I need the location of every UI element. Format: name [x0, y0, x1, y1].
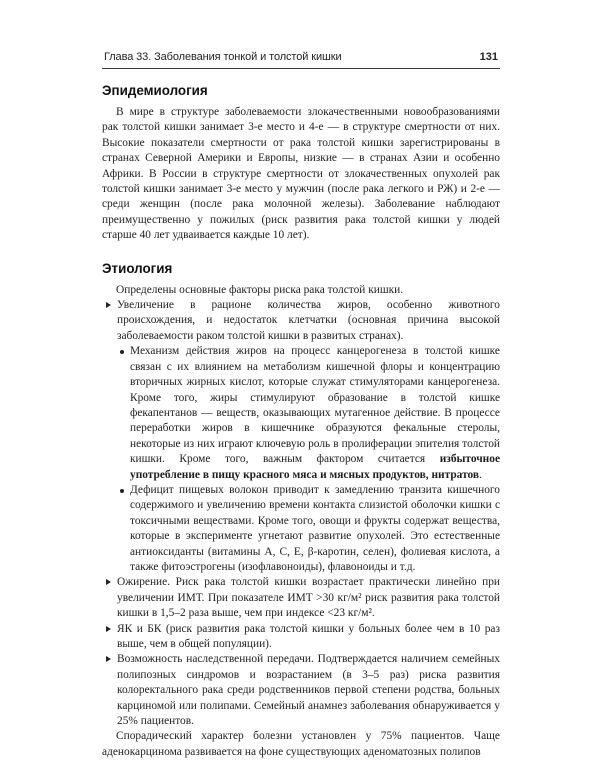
dot-bullet-icon — [120, 350, 124, 354]
fat-factor-text: Увеличение в рационе количества жиров, особенно животного происхождения, и недостаток клетчатки (основная причина высокой заболеваемости раком толстой кишки в развитых странах). — [117, 299, 500, 342]
sublist-item-fiber — [117, 483, 500, 575]
mechanism-text: Механизм действия жиров на процесс канцерогенеза в толстой кишке связан с их влиянием на метаболизм кишечной флоры и концентрацию вторичных жирных кислот, которые служат стимуляторами канцерогенеза. Кроме того, жиры стимулируют образование в толстой кишке фекапентанов — веществ, оказывающих мутагенное действие. В процессе переработки жиров в кишечнике образуются фекальные стеролы, некоторые из них играют ключевую роль в пролиферации эпителия толстой кишки. Кроме того, важным фактором считается — [130, 345, 500, 466]
triangle-bullet-icon — [106, 579, 111, 585]
list-item-ibd — [102, 622, 500, 653]
heredity-text: Возможность наследственной передачи. Подтверждается наличием семейных полипозных синдромов и возрастанием (в 3–5 раз) риска развития колоректального рака среди родственников первой степени родства, больных карциномой или полипами. Семейный анамнез заболевания обнаруживается у 25% пациентов. — [117, 653, 500, 728]
triangle-bullet-icon — [106, 626, 111, 632]
list-item-heredity — [102, 652, 500, 729]
triangle-bullet-icon — [106, 656, 111, 662]
list-item-fat — [102, 298, 500, 575]
page-content — [102, 83, 500, 760]
fiber-text: Дефицит пищевых волокон приводит к замедлению транзита кишечного содержимого и увеличению времени контакта слизистой оболочки кишки с токсичными веществами. Кроме того, овощи и фрукты содержат вещества, которые в эксперименте угнетают развитие опухолей. Это естественные антиоксиданты (витамины А, С, Е, β-каротин, селен), фолиевая кислота, а также фитоэстрогены (изофлавоноиды), флавоноиды и т.д. — [130, 483, 500, 573]
chapter-title: Глава 33. Заболевания тонкой и толстой кишки — [104, 51, 342, 63]
triangle-bullet-icon — [106, 302, 111, 308]
obesity-text: Ожирение. Риск рака толстой кишки возрастает практически линейно при увеличении ИМТ. При показателе ИМТ >30 кг/м² риск развития рака толстой кишки в 1,5–2 раза выше, чем при индексе <23 кг/м². — [117, 576, 500, 620]
list-item-obesity — [102, 575, 500, 621]
etiology-heading: Этиология — [102, 260, 173, 276]
red-meat-emphasis: избыточное употребление в пищу красного мяса и мясных продуктов, нитратов — [130, 453, 500, 481]
sublist-item-mechanism — [117, 344, 500, 483]
ibd-text: ЯК и БК (риск развития рака толстой кишки у больных более чем в 10 раз выше, чем в общей популяции). — [117, 622, 500, 650]
etiology-intro: Определены основные факторы риска рака толстой кишки. — [116, 283, 404, 296]
risk-factor-list — [102, 298, 500, 729]
page-number: 131 — [479, 51, 498, 63]
epidemiology-heading: Эпидемиология — [102, 83, 208, 98]
etiology-outro: Спорадический характер болезни установлен у 75% пациентов. Чаще аденокарцинома развивается на фоне существующих аденоматозных полипов — [102, 730, 500, 758]
dot-bullet-icon — [120, 489, 124, 493]
running-header — [102, 48, 500, 69]
epidemiology-paragraph: В мире в структуре заболеваемости злокачественными новообразованиями рак толстой кишки занимает 3-е место и 4-е — в структуре смертности от них. Высокие показатели смертности от рака толстой кишки зарегистрированы в странах Северной Америки и Европы, низкие — в странах Азии и особенно Африки. В России в структуре смертности от злокачественных опухолей рак толстой кишки занимает 3-е место у мужчин (после рака легкого и РЖ) и 2-е — среди женщин (после рака молочной железы). Заболевание наблюдают преимущественно у пожилых (риск развития рака толстой кишки у людей старше 40 лет удваивается каждые 10 лет). — [102, 106, 500, 242]
fat-sublist — [117, 344, 500, 575]
mechanism-end: . — [479, 468, 482, 481]
